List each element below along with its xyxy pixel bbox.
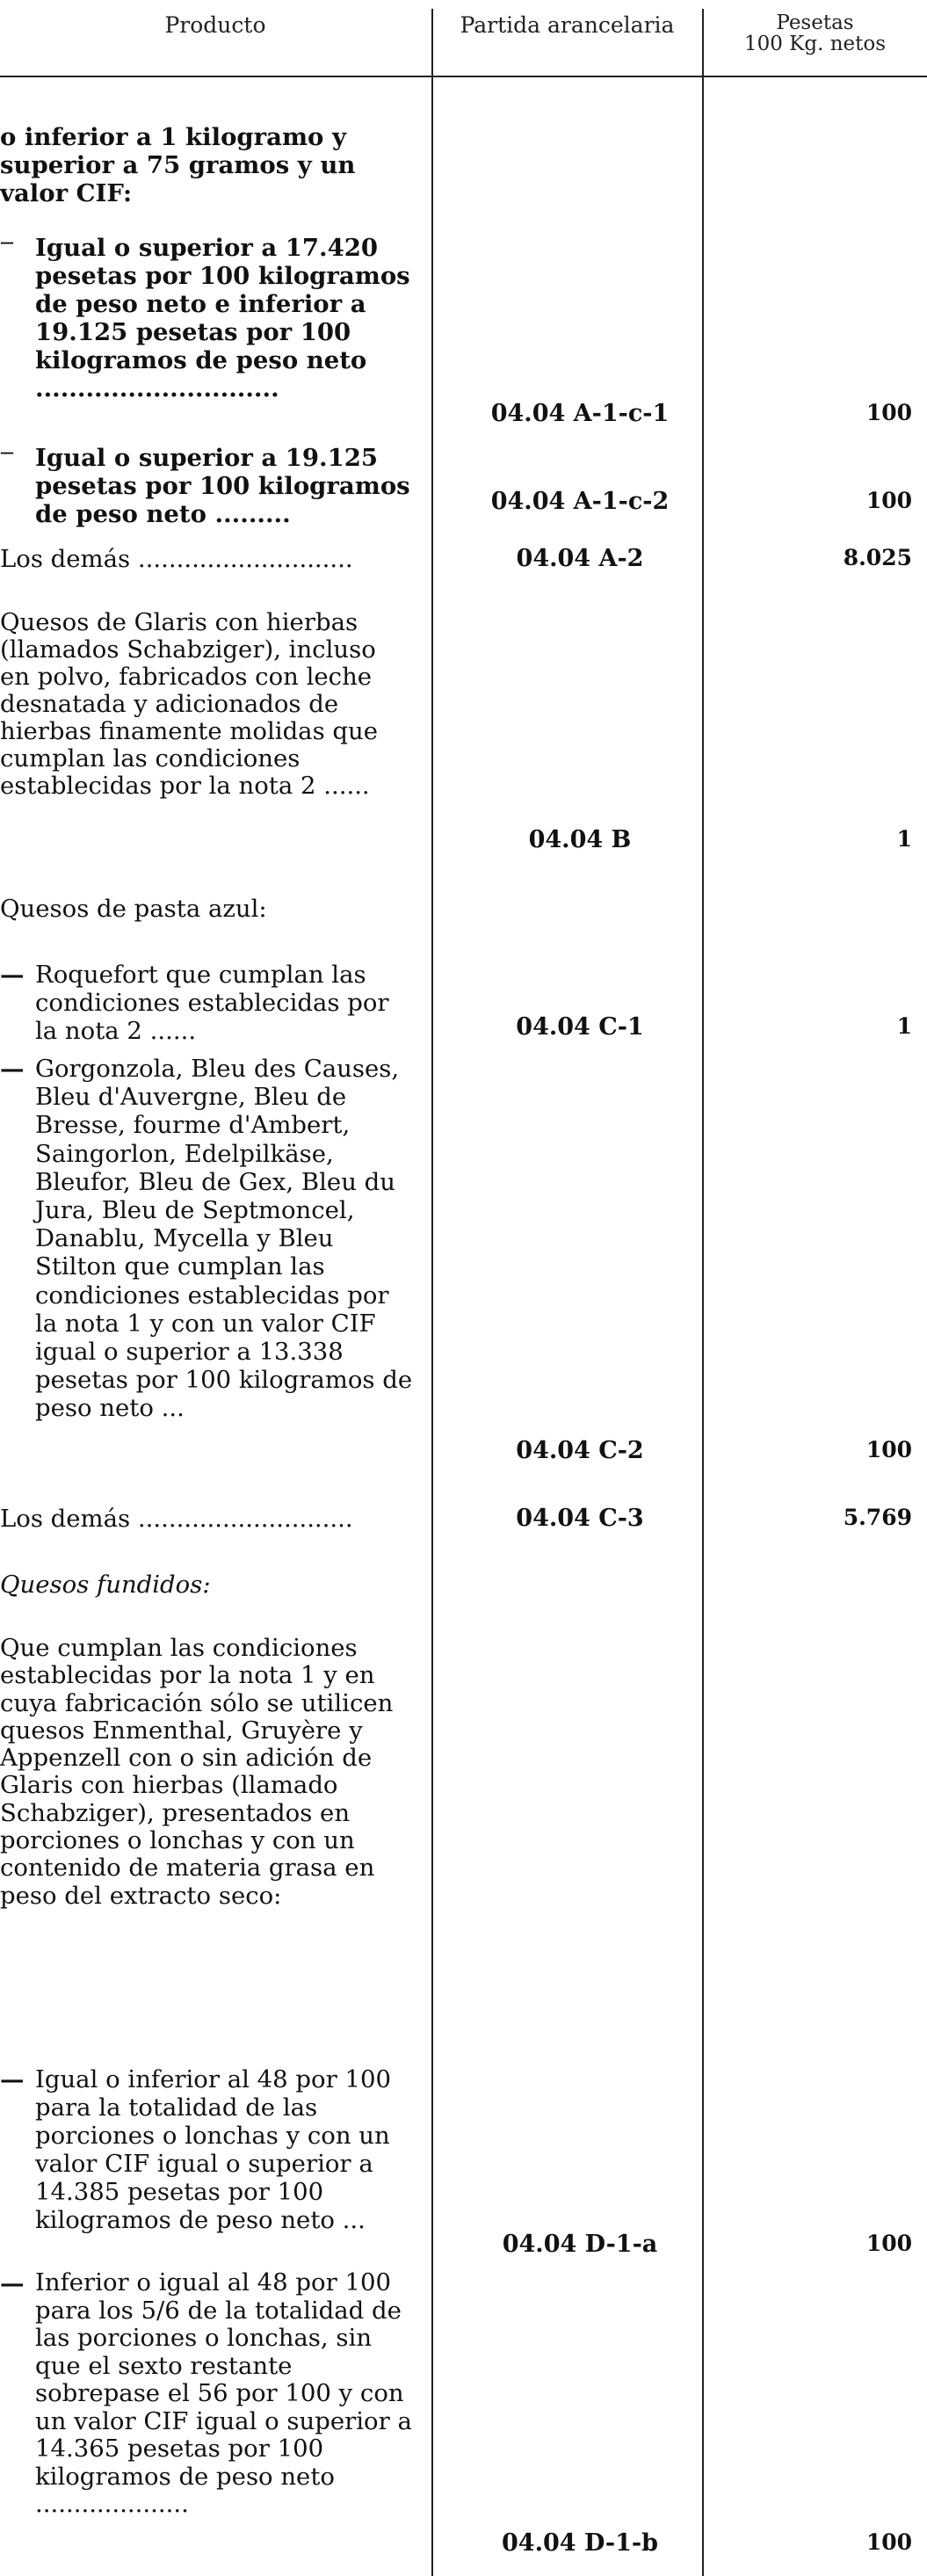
row-a1c1-desc: Igual o superior a 17.420 pesetas por 100 kilogramos de peso neto e inferior a 19.125 pesetas por 100 kilogramos de peso neto .............................	[35, 234, 410, 403]
row-d1a-partida: 04.04 D-1-a	[502, 2231, 658, 2258]
dash-bullet: —	[0, 1055, 25, 1083]
dash-bullet: —	[0, 961, 25, 989]
row-d1b-partida: 04.04 D-1-b	[502, 2529, 658, 2557]
header-divider	[0, 76, 927, 77]
header-pesetas-line2: 100 Kg. netos	[743, 33, 887, 55]
column-divider-1	[431, 9, 433, 2576]
row-c2-pesetas: 100	[865, 1437, 912, 1462]
row-c3-desc: Los demás ............................	[0, 1505, 353, 1533]
row-a1c1-partida: 04.04 A-1-c-1	[490, 400, 670, 427]
row-a1c2-desc: Igual o superior a 19.125 pesetas por 100 kilogramos de peso neto .........	[35, 444, 410, 528]
dash-bullet: —	[0, 2269, 25, 2297]
row-d1a-desc: Igual o inferior al 48 por 100 para la totalidad de las porciones o lonchas y con un valor CIF igual o superior a 14.385 pesetas por 100 kilogramos de peso neto ...	[35, 2065, 391, 2234]
row-c2-partida: 04.04 C-2	[516, 1437, 644, 1464]
row-a1c1	[0, 234, 415, 403]
row-a1c2	[0, 444, 415, 528]
header-producto: Producto	[164, 12, 266, 38]
header-pesetas	[703, 0, 927, 98]
row-d1a-pesetas: 100	[865, 2231, 912, 2256]
row-d1b	[0, 2269, 415, 2519]
row-d1a	[0, 2065, 415, 2234]
dash-bullet: —	[0, 444, 14, 461]
row-c1	[0, 961, 415, 1045]
row-c1-partida: 04.04 C-1	[516, 1013, 644, 1041]
row-c1-pesetas: 1	[896, 1013, 912, 1039]
header-pesetas-line1: Pesetas	[776, 11, 854, 34]
row-a1c2-partida: 04.04 A-1-c-2	[490, 488, 670, 515]
intro-text: o inferior a 1 kilogramo y superior a 75 gramos y un valor CIF:	[0, 123, 356, 207]
row-a1c1-pesetas: 100	[865, 400, 912, 425]
row-d1b-pesetas: 100	[865, 2529, 912, 2555]
row-a2-desc: Los demás ............................	[0, 545, 353, 573]
row-d1b-desc: Inferior o igual al 48 por 100 para los 5/6 de la totalidad de las porciones o lonchas, sin que el sexto restante sobrepase el 56 por 100 y con un valor CIF igual o superior a 14.365 pesetas por 100 kilogramos de peso neto ....................	[35, 2268, 412, 2518]
row-c2-desc: Gorgonzola, Bleu des Causes, Bleu d'Auvergne, Bleu de Bresse, fourme d'Ambert, Saingorlon, Edelpilkäse, Bleufor, Bleu de Gex, Bleu du Jura, Bleu de Septmoncel, Danablu, Mycella y Bleu Stilton que cumplan las condiciones establecidas por la nota 1 y con un valor CIF igual o superior a 13.338 pesetas por 100 kilogramos de peso neto ...	[35, 1055, 413, 1423]
quesos-fundidos-condition: Que cumplan las condiciones establecidas por la nota 1 y en cuya fabricación sólo se utilicen quesos Enmenthal, Gruyère y Appenzell con o sin adición de Glaris con hierbas (llamado Schabziger), presentados en porciones o lonchas y con un contenido de materia grasa en peso del extracto seco:	[0, 1634, 394, 1910]
section-pasta-azul: Quesos de pasta azul:	[0, 895, 267, 923]
row-c3-partida: 04.04 C-3	[516, 1505, 644, 1532]
row-a1c2-pesetas: 100	[865, 488, 912, 513]
row-c1-desc: Roquefort que cumplan las condiciones establecidas por la nota 2 ......	[35, 961, 389, 1045]
row-b-pesetas: 1	[896, 826, 912, 852]
section-quesos-fundidos: Quesos fundidos:	[0, 1571, 211, 1599]
row-c3-pesetas: 5.769	[843, 1505, 912, 1530]
row-a2-pesetas: 8.025	[843, 545, 912, 570]
dash-bullet: —	[0, 234, 14, 250]
header-partida: Partida arancelaria	[460, 12, 675, 38]
column-divider-2	[702, 9, 704, 2576]
row-c2	[0, 1055, 415, 1423]
dash-bullet: —	[0, 2065, 25, 2093]
row-a2-partida: 04.04 A-2	[516, 545, 644, 572]
row-b-desc: Quesos de Glaris con hierbas (llamados Schabziger), incluso en polvo, fabricados con leche desnatada y adicionados de hierbas finamente molidas que cumplan las condiciones establecidas por la nota 2 ......	[0, 608, 379, 800]
row-b-partida: 04.04 B	[528, 826, 632, 853]
